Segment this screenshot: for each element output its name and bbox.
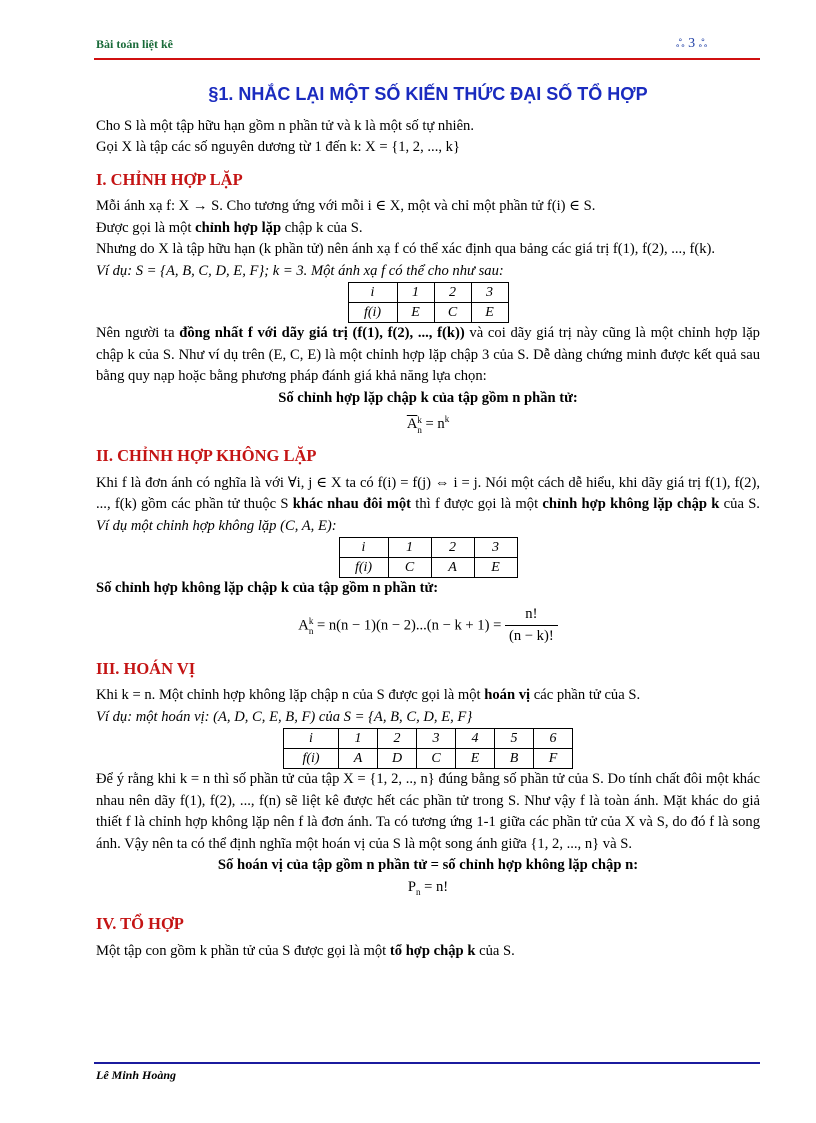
table-cell: i bbox=[339, 538, 388, 558]
table-cell: f(i) bbox=[284, 749, 339, 769]
formula-eq: = n bbox=[421, 415, 445, 432]
s3-table bbox=[283, 728, 573, 769]
s2-formula bbox=[96, 604, 760, 648]
s4-p1 bbox=[96, 941, 760, 963]
table-cell: E bbox=[397, 303, 434, 323]
s2-p1-a: Khi f là đơn ánh có nghĩa là với ∀i, j ∈ X ta có f(i) = f(j) ⇔ i = j. Nói một cách dễ hiểu, khi dãy giá trị f(1), f(2), ..., f(k) gồm các phần tử thuộc S bbox=[96, 474, 760, 513]
page-number: 3 bbox=[688, 36, 696, 51]
s1-p4-a: Nên người ta bbox=[96, 325, 180, 341]
s2-table bbox=[339, 537, 518, 578]
heading-section-2: II. CHỈNH HỢP KHÔNG LẶP bbox=[96, 446, 317, 466]
ornament-right-icon: ஃ bbox=[698, 38, 708, 50]
s1-p2-bold: chỉnh hợp lặp bbox=[195, 219, 282, 236]
s3-p1-a: Khi k = n. Một chỉnh hợp không lặp chập n của S được gọi là một bbox=[96, 687, 485, 704]
s1-p2 bbox=[96, 218, 760, 240]
intro-line-1: Cho S là một tập hữu hạn gồm n phần tử và k là một số tự nhiên. bbox=[96, 117, 474, 134]
table-cell: 3 bbox=[474, 538, 517, 558]
table-cell: 2 bbox=[431, 538, 474, 558]
formula-sub: n bbox=[415, 886, 421, 897]
formula-eq: = n! bbox=[420, 878, 449, 895]
table-row bbox=[284, 749, 573, 769]
table-cell: 6 bbox=[534, 729, 573, 749]
s1-table bbox=[348, 282, 509, 323]
fraction-denominator: (n − k)! bbox=[509, 628, 554, 645]
table-row bbox=[339, 538, 517, 558]
table-cell: i bbox=[284, 729, 339, 749]
formula-sub: n bbox=[308, 625, 314, 636]
table-cell: D bbox=[378, 749, 417, 769]
ornament-left-icon: ஃ bbox=[676, 38, 685, 50]
s3-p1-bold: hoán vị bbox=[484, 687, 531, 704]
formula-symbol: P bbox=[407, 878, 416, 895]
s1-p4-bold: đồng nhất f với dãy giá trị (f(1), f(2), ..., f(k)) bbox=[179, 325, 465, 341]
formula-sup: k bbox=[308, 615, 314, 626]
table-cell: f(i) bbox=[348, 303, 397, 323]
formula-fraction bbox=[505, 604, 558, 648]
table-cell: E bbox=[474, 558, 517, 578]
heading-section-1: I. CHỈNH HỢP LẶP bbox=[96, 169, 243, 189]
s1-example: Ví dụ: S = {A, B, C, D, E, F}; k = 3. Một ánh xạ f có thể cho như sau: bbox=[96, 262, 504, 279]
table-cell: F bbox=[534, 749, 573, 769]
s2-result bbox=[96, 578, 760, 600]
footer-author: Lê Minh Hoàng bbox=[96, 1068, 177, 1082]
s4-p1-bold: tổ hợp chập k bbox=[389, 942, 476, 959]
s4-p1-c: của S. bbox=[475, 942, 515, 959]
formula-symbol: A bbox=[298, 617, 309, 634]
s1-p4 bbox=[96, 323, 760, 388]
table-row bbox=[348, 283, 508, 303]
formula-pow: k bbox=[444, 414, 450, 424]
s2-p1-c: thì f được gọi là một bbox=[411, 496, 543, 513]
s3-p2: Để ý rằng khi k = n thì số phần tử của tập X = {1, 2, .., n} đúng bằng số phần tử của S. Do tính chất đôi một khác nhau nên dãy f(1), f(2), ..., f(n) sẽ liệt kê được hết các phần tử trong S. Như vậy f là toàn ánh. Mặt khác do giả thiết f là chỉnh hợp không lặp nên f là đơn ánh. Ta có tương ứng 1-1 giữa các phần tử của X và S, do đó f là song ánh. Vậy nên ta có thể định nghĩa một hoán vị của S là một song ánh giữa {1, 2, ..., n} và S. bbox=[96, 771, 760, 852]
s3-p1-c: các phần tử của S. bbox=[530, 687, 641, 704]
s1-result bbox=[96, 388, 760, 410]
s3-formula bbox=[96, 877, 760, 903]
table-cell: C bbox=[417, 749, 456, 769]
s1-result-text: Số chỉnh hợp lặp chập k của tập gồm n phần tử: bbox=[278, 389, 578, 406]
s2-p1 bbox=[96, 473, 760, 538]
table-cell: C bbox=[388, 558, 431, 578]
table-cell: 1 bbox=[388, 538, 431, 558]
table-cell: 1 bbox=[397, 283, 434, 303]
s3-result bbox=[96, 855, 760, 877]
s2-p1-example: Ví dụ một chỉnh hợp không lặp (C, A, E): bbox=[96, 517, 337, 534]
header-rule bbox=[94, 58, 760, 60]
header-page-number bbox=[676, 36, 707, 52]
s4-p1-a: Một tập con gồm k phần tử của S được gọi là một bbox=[96, 942, 390, 959]
s3-example: Ví dụ: một hoán vị: (A, D, C, E, B, F) của S = {A, B, C, D, E, F} bbox=[96, 708, 473, 725]
intro-line-2: Gọi X là tập các số nguyên dương từ 1 đến k: X = {1, 2, ..., k} bbox=[96, 139, 460, 155]
heading-section-4: IV. TỔ HỢP bbox=[96, 914, 184, 934]
s3-result-text: Số hoán vị của tập gồm n phần tử = số chỉnh hợp không lặp chập n: bbox=[217, 857, 639, 874]
document-body bbox=[96, 84, 760, 962]
formula-eq: = n(n − 1)(n − 2)...(n − k + 1) = bbox=[313, 617, 505, 634]
s2-result-text: Số chỉnh hợp không lặp chập k của tập gồm n phần tử: bbox=[96, 580, 439, 597]
table-cell: 5 bbox=[495, 729, 534, 749]
table-cell: A bbox=[339, 749, 378, 769]
table-cell: f(i) bbox=[339, 558, 388, 578]
header-title: Bài toán liệt kê bbox=[96, 37, 173, 51]
s1-formula bbox=[96, 409, 760, 435]
fraction-numerator: n! bbox=[505, 604, 558, 627]
table-row bbox=[339, 558, 517, 578]
s1-p4-c: và coi dãy giá trị này cũng là một chỉnh hợp lặp chập k của S. Như ví dụ trên (E, C, E) là một chỉnh hợp lặp chập 3 của S. Dễ dàng chứng minh được kết quả sau bằng quy nạp hoặc bằng phương pháp đánh giá khả năng lựa chọn: bbox=[96, 325, 760, 384]
s1-p2-c: chập k của S. bbox=[281, 219, 363, 236]
table-cell: B bbox=[495, 749, 534, 769]
table-cell: i bbox=[348, 283, 397, 303]
s1-p1: Mỗi ánh xạ f: X → S. Cho tương ứng với mỗi i ∈ X, một và chỉ một phần tử f(i) ∈ S. bbox=[96, 198, 596, 214]
formula-symbol: $\overline{A}$ bbox=[406, 415, 418, 432]
heading-section-3: III. HOÁN VỊ bbox=[96, 658, 196, 678]
table-cell: E bbox=[456, 749, 495, 769]
table-cell: 3 bbox=[417, 729, 456, 749]
footer-rule bbox=[94, 1062, 760, 1064]
table-cell: 2 bbox=[434, 283, 471, 303]
table-cell: C bbox=[434, 303, 471, 323]
table-cell: 4 bbox=[456, 729, 495, 749]
s1-p2-a: Được gọi là một bbox=[96, 219, 196, 236]
table-cell: 2 bbox=[378, 729, 417, 749]
table-cell: E bbox=[471, 303, 508, 323]
s2-p1-e: của S. bbox=[719, 496, 760, 513]
table-cell: 3 bbox=[471, 283, 508, 303]
table-cell: 1 bbox=[339, 729, 378, 749]
table-cell: A bbox=[431, 558, 474, 578]
s2-p1-bold-1: khác nhau đôi một bbox=[292, 496, 412, 513]
formula-sup: k bbox=[417, 414, 422, 425]
table-row bbox=[284, 729, 573, 749]
s1-p3: Nhưng do X là tập hữu hạn (k phần tử) nên ánh xạ f có thể xác định qua bảng các giá trị f(1), f(2), ..., f(k). bbox=[96, 241, 716, 257]
table-row bbox=[348, 303, 508, 323]
s2-p1-bold-2: chỉnh hợp không lặp chập k bbox=[542, 496, 720, 513]
formula-sub: n bbox=[417, 424, 422, 435]
doc-title: §1. NHẮC LẠI MỘT SỐ KIẾN THỨC ĐẠI SỐ TỔ HỢP bbox=[208, 84, 648, 104]
s3-p1 bbox=[96, 685, 760, 707]
